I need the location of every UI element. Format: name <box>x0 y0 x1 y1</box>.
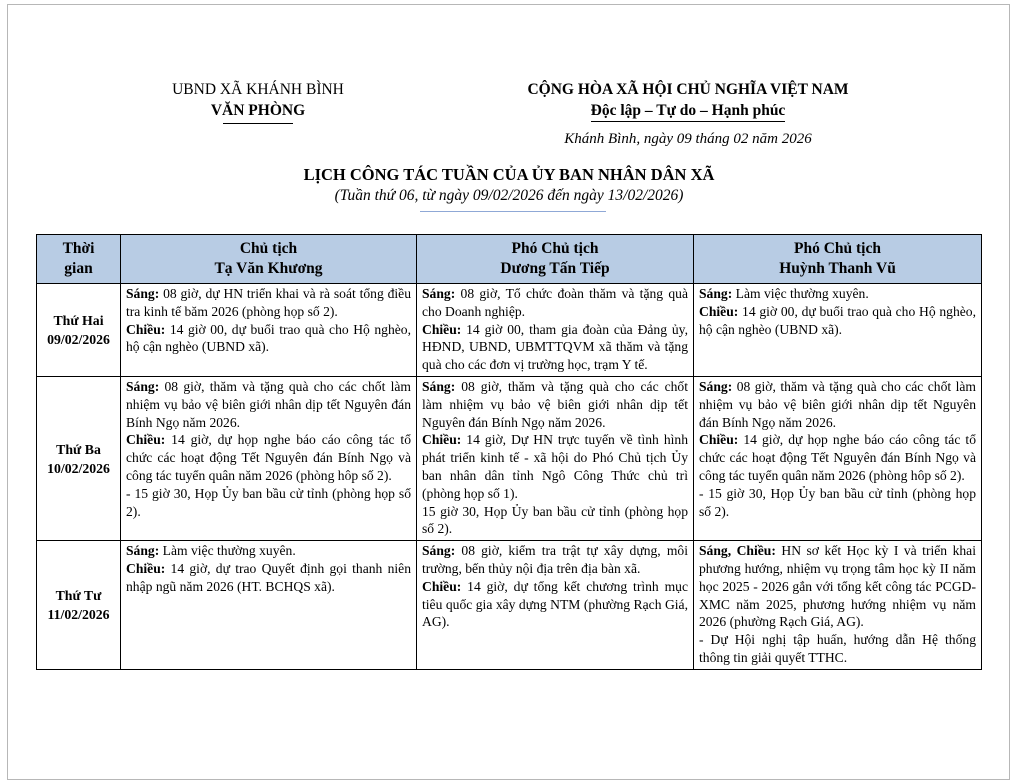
schedule-entry: - Dự Hội nghị tập huấn, hướng dẫn Hệ thống thông tin giải quyết TTHC. <box>699 632 976 665</box>
issuing-organization <box>135 79 381 124</box>
schedule-entry: Chiều: 14 giờ, dự trao Quyết định gọi thanh niên nhập ngũ năm 2026 (HT. BCHQS xã). <box>126 560 411 594</box>
national-header <box>478 79 898 150</box>
schedule-entry: Sáng: Làm việc thường xuyên. <box>126 543 296 559</box>
schedule-cell <box>121 376 417 540</box>
document-title: LỊCH CÔNG TÁC TUẦN CỦA ỦY BAN NHÂN DÂN XÃ <box>303 165 715 184</box>
day-cell: Thứ Hai 09/02/2026 <box>37 284 121 377</box>
table-row <box>37 284 982 377</box>
schedule-cell <box>417 376 694 540</box>
place-date: Khánh Bình, ngày 09 tháng 02 năm 2026 <box>564 131 812 147</box>
schedule-entry: Sáng: 08 giờ, kiểm tra trật tự xây dựng, môi trường, bến thủy nội địa trên địa bàn xã. <box>422 543 688 576</box>
day-cell: Thứ Tư 11/02/2026 <box>37 541 121 670</box>
schedule-cell <box>417 284 694 377</box>
schedule-table <box>36 234 982 670</box>
subtitle-underline <box>420 211 606 212</box>
table-row <box>37 376 982 540</box>
schedule-cell <box>121 284 417 377</box>
schedule-entry: Chiều: 14 giờ 00, tham gia đoàn của Đảng ủy, HĐND, UBND, UBMTTQVM xã thăm và tặng quà cho các đơn vị trường học, trạm Y tế. <box>422 321 688 373</box>
column-header-vice-chairman-2: Phó Chủ tịch Huỳnh Thanh Vũ <box>694 235 982 284</box>
schedule-entry: Sáng: 08 giờ, dự HN triển khai và rà soát tổng điều tra kinh tế băm 2026 (phòng họp số 2). <box>126 286 411 319</box>
schedule-entry: Chiều: 14 giờ, dự tổng kết chương trình mục tiêu quốc gia xây dựng NTM (phường Rạch Giá, AG). <box>422 578 688 630</box>
schedule-entry: 15 giờ 30, Họp Ủy ban bầu cử tỉnh (phòng họp số 2). <box>422 503 688 537</box>
table-row <box>37 541 982 670</box>
schedule-entry: Chiều: 14 giờ 00, dự buổi trao quà cho Hộ nghèo, hộ cận nghèo (UBND xã). <box>699 303 976 337</box>
column-header-vice-chairman-1: Phó Chủ tịch Dương Tấn Tiếp <box>417 235 694 284</box>
schedule-entry: Chiều: 14 giờ, dự họp nghe báo cáo công tác tổ chức các hoạt động Tết Nguyên đán Bính Ngọ và công tác tuyển quân năm 2026 (phòng hôp số 2). <box>126 432 411 483</box>
header-row <box>37 235 982 284</box>
schedule-entry: Chiều: 14 giờ, Dự HN trực tuyến về tình hình phát triển kinh tế - xã hội do Phó Chủ tịch Ủy ban nhân dân tỉnh Ngô Công Thức chủ trì (phòng họp số 1). <box>422 432 688 501</box>
schedule-entry: Sáng: 08 giờ, Tổ chức đoàn thăm và tặng quà cho Doanh nghiệp. <box>422 286 688 319</box>
schedule-entry: Sáng: 08 giờ, thăm và tặng quà cho các chốt làm nhiệm vụ bảo vệ biên giới nhân dịp tết Nguyên đán Bính Ngọ năm 2026. <box>699 378 976 430</box>
schedule-cell <box>417 541 694 670</box>
schedule-entry: Sáng: 08 giờ, thăm và tặng quà cho các chốt làm nhiệm vụ bảo vệ biên giới nhân dịp tết Nguyên đán Bính Ngọ năm 2026. <box>422 378 688 430</box>
org-department: VĂN PHÒNG <box>210 102 306 119</box>
day-cell: Thứ Ba 10/02/2026 <box>37 376 121 540</box>
column-header-chairman: Chủ tịch Tạ Văn Khương <box>121 235 417 284</box>
nation-name: CỘNG HÒA XÃ HỘI CHỦ NGHĨA VIỆT NAM <box>527 81 849 98</box>
document-subtitle: (Tuần thứ 06, từ ngày 09/02/2026 đến ngày 13/02/2026) <box>334 187 684 204</box>
org-underline <box>223 123 293 124</box>
schedule-cell <box>694 541 982 670</box>
schedule-entry: - 15 giờ 30, Họp Ủy ban bầu cử tỉnh (phòng họp số 2). <box>126 485 411 519</box>
column-header-time: Thời gian <box>37 235 121 284</box>
motto: Độc lập – Tự do – Hạnh phúc <box>591 101 786 122</box>
schedule-entry: Sáng: Làm việc thường xuyên. <box>699 286 869 301</box>
schedule-entry: Sáng, Chiều: HN sơ kết Học kỳ I và triển khai phương hướng, nhiệm vụ trọng tâm học kỳ II năm học 2025 - 2026 gắn với tổng kết công tác PCGD-XMC năm 2025, phương hướng nhiệm vụ năm 2026 (phường Rạch Giá, AG). <box>699 543 976 630</box>
schedule-entry: Sáng: 08 giờ, thăm và tặng quà cho các chốt làm nhiệm vụ bảo vệ biên giới nhân dịp tết Nguyên đán Bính Ngọ năm 2026. <box>126 378 411 430</box>
schedule-entry: - 15 giờ 30, Họp Ủy ban bầu cử tỉnh (phòng họp số 2). <box>699 485 976 519</box>
schedule-entry: Chiều: 14 giờ 00, dự buổi trao quà cho Hộ nghèo, hộ cận nghèo (UBND xã). <box>126 321 411 355</box>
schedule-cell <box>694 284 982 377</box>
schedule-cell <box>121 541 417 670</box>
schedule-cell <box>694 376 982 540</box>
org-name: UBND XÃ KHÁNH BÌNH <box>172 81 344 98</box>
schedule-entry: Chiều: 14 giờ, dự họp nghe báo cáo công tác tổ chức các hoạt động Tết Nguyên đán Bính Ngọ và công tác tuyển quân năm 2026 (phòng hôp số 2). <box>699 432 976 483</box>
